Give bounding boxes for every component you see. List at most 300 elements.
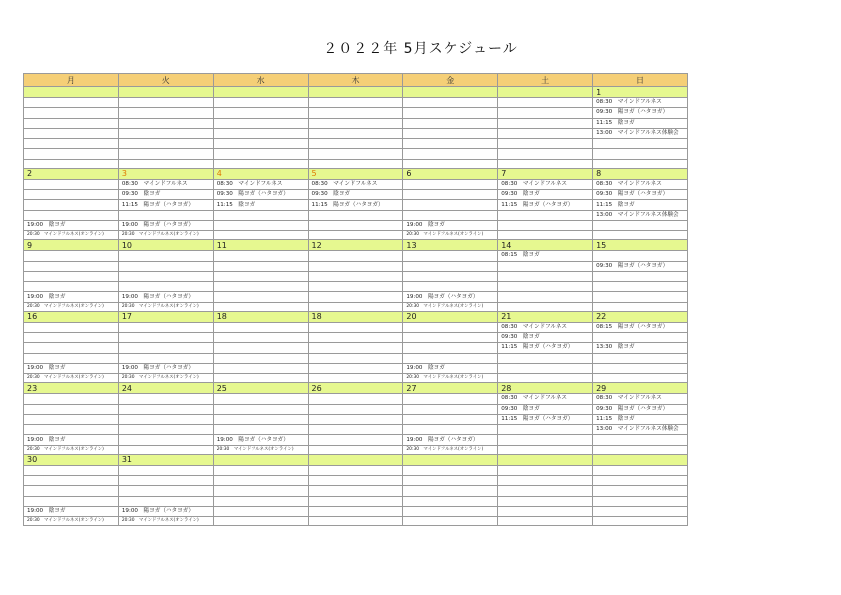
- event-row: [24, 506, 688, 516]
- event-cell: 19:00 陰ヨガ: [24, 435, 119, 445]
- date-cell: 2: [24, 168, 119, 179]
- date-cell: [118, 87, 213, 98]
- date-cell: 15: [593, 240, 688, 251]
- event-cell: [118, 476, 213, 486]
- event-cell: [403, 343, 498, 353]
- online-event-cell: [498, 302, 593, 311]
- event-cell: [24, 282, 119, 292]
- schedule-calendar: [23, 73, 688, 526]
- online-event-cell: [593, 231, 688, 240]
- event-cell: 19:00 陽ヨガ（ハタヨガ）: [118, 292, 213, 302]
- online-event-cell: [213, 517, 308, 526]
- event-cell: [498, 476, 593, 486]
- date-cell: 3: [118, 168, 213, 179]
- event-cell: [118, 414, 213, 424]
- date-cell: [403, 454, 498, 465]
- event-cell: [498, 128, 593, 138]
- event-cell: [308, 261, 403, 271]
- weekday-header-cell: 水: [213, 74, 308, 87]
- event-cell: [308, 210, 403, 220]
- event-row: [24, 139, 688, 149]
- event-cell: [213, 394, 308, 404]
- date-cell: 17: [118, 311, 213, 322]
- online-event-cell: 20:30 マインドフルネス(オンライン): [118, 231, 213, 240]
- event-cell: [118, 322, 213, 332]
- event-cell: 08:30 マインドフルネス: [308, 179, 403, 189]
- event-row: [24, 108, 688, 118]
- event-cell: [403, 425, 498, 435]
- online-event-cell: [118, 159, 213, 168]
- event-cell: [118, 404, 213, 414]
- event-row: [24, 476, 688, 486]
- online-event-cell: 20:30 マインドフルネス(オンライン): [403, 445, 498, 454]
- event-cell: [308, 353, 403, 363]
- event-cell: 08:30 マインドフルネス: [593, 179, 688, 189]
- event-cell: [498, 261, 593, 271]
- weekday-header-cell: 日: [593, 74, 688, 87]
- online-event-cell: 20:30 マインドフルネス(オンライン): [403, 231, 498, 240]
- date-cell: 18: [213, 311, 308, 322]
- event-cell: 08:30 マインドフルネス: [593, 98, 688, 108]
- event-cell: [118, 98, 213, 108]
- event-cell: [593, 476, 688, 486]
- event-cell: 09:30 陰ヨガ: [118, 190, 213, 200]
- event-cell: [403, 149, 498, 159]
- online-event-cell: 20:30 マインドフルネス(オンライン): [403, 302, 498, 311]
- event-row: [24, 486, 688, 496]
- online-event-cell: [498, 517, 593, 526]
- event-row: [24, 425, 688, 435]
- online-event-cell: [308, 445, 403, 454]
- event-row: [24, 333, 688, 343]
- event-cell: [498, 506, 593, 516]
- event-cell: [403, 179, 498, 189]
- event-cell: [24, 108, 119, 118]
- event-cell: [308, 506, 403, 516]
- event-cell: [308, 425, 403, 435]
- event-row: [24, 149, 688, 159]
- online-event-cell: [593, 302, 688, 311]
- event-cell: [24, 322, 119, 332]
- event-cell: [24, 139, 119, 149]
- event-cell: [213, 108, 308, 118]
- date-cell: [403, 87, 498, 98]
- event-cell: [24, 128, 119, 138]
- event-cell: 19:00 陰ヨガ: [24, 220, 119, 230]
- event-cell: [308, 149, 403, 159]
- event-cell: 19:00 陽ヨガ（ハタヨガ）: [403, 435, 498, 445]
- event-cell: [118, 333, 213, 343]
- online-event-cell: [403, 159, 498, 168]
- event-cell: [498, 353, 593, 363]
- event-cell: [308, 251, 403, 261]
- event-cell: [308, 496, 403, 506]
- event-cell: 19:00 陽ヨガ（ハタヨガ）: [403, 292, 498, 302]
- event-cell: [403, 394, 498, 404]
- date-cell: [213, 87, 308, 98]
- event-cell: [24, 353, 119, 363]
- event-cell: [308, 476, 403, 486]
- online-event-cell: 20:30 マインドフルネス(オンライン): [118, 374, 213, 383]
- online-event-cell: [308, 517, 403, 526]
- event-cell: [308, 128, 403, 138]
- online-event-cell: 20:30 マインドフルネス(オンライン): [403, 374, 498, 383]
- event-cell: [213, 128, 308, 138]
- event-cell: 13:00 マインドフルネス体験会: [593, 425, 688, 435]
- online-event-cell: [593, 159, 688, 168]
- event-cell: [498, 292, 593, 302]
- date-cell: 22: [593, 311, 688, 322]
- online-event-cell: [308, 159, 403, 168]
- date-row: [24, 168, 688, 179]
- date-cell: 24: [118, 383, 213, 394]
- event-cell: [403, 108, 498, 118]
- event-cell: [118, 435, 213, 445]
- event-cell: 11:15 陽ヨガ（ハタヨガ）: [308, 200, 403, 210]
- event-cell: [118, 353, 213, 363]
- event-cell: 09:30 陽ヨガ（ハタヨガ）: [593, 190, 688, 200]
- event-cell: [498, 496, 593, 506]
- event-cell: [593, 333, 688, 343]
- event-cell: [118, 465, 213, 475]
- event-cell: 11:15 陰ヨガ: [593, 118, 688, 128]
- event-cell: [308, 343, 403, 353]
- online-event-cell: 20:30 マインドフルネス(オンライン): [24, 445, 119, 454]
- date-cell: 10: [118, 240, 213, 251]
- event-cell: [24, 496, 119, 506]
- event-cell: 11:15 陰ヨガ: [213, 200, 308, 210]
- event-cell: [118, 282, 213, 292]
- event-cell: [403, 282, 498, 292]
- event-row: [24, 220, 688, 230]
- online-event-cell: [403, 517, 498, 526]
- event-cell: 09:30 陽ヨガ（ハタヨガ）: [593, 261, 688, 271]
- event-cell: [593, 139, 688, 149]
- event-cell: [213, 282, 308, 292]
- event-cell: [308, 98, 403, 108]
- weekday-header-cell: 土: [498, 74, 593, 87]
- online-event-cell: 20:30 マインドフルネス(オンライン): [118, 517, 213, 526]
- event-row: [24, 414, 688, 424]
- date-cell: [498, 454, 593, 465]
- event-cell: [498, 98, 593, 108]
- date-cell: 6: [403, 168, 498, 179]
- date-cell: 13: [403, 240, 498, 251]
- event-cell: [593, 271, 688, 281]
- online-event-row: [24, 517, 688, 526]
- online-event-cell: 20:30 マインドフルネス(オンライン): [118, 302, 213, 311]
- event-cell: [213, 425, 308, 435]
- event-cell: [403, 190, 498, 200]
- online-event-cell: [593, 517, 688, 526]
- event-cell: [118, 210, 213, 220]
- date-cell: [498, 87, 593, 98]
- event-cell: 08:30 マインドフルネス: [498, 394, 593, 404]
- event-cell: 09:30 陽ヨガ（ハタヨガ）: [593, 108, 688, 118]
- event-cell: 19:00 陰ヨガ: [24, 292, 119, 302]
- event-cell: [593, 292, 688, 302]
- event-cell: [24, 179, 119, 189]
- online-event-cell: 20:30 マインドフルネス(オンライン): [213, 445, 308, 454]
- date-cell: 9: [24, 240, 119, 251]
- online-event-cell: [498, 231, 593, 240]
- event-cell: [498, 465, 593, 475]
- event-row: [24, 282, 688, 292]
- event-cell: [403, 506, 498, 516]
- event-cell: 09:30 陰ヨガ: [308, 190, 403, 200]
- online-event-cell: [118, 445, 213, 454]
- event-cell: [593, 353, 688, 363]
- event-cell: [403, 414, 498, 424]
- event-cell: [213, 322, 308, 332]
- date-cell: 5: [308, 168, 403, 179]
- date-cell: 20: [403, 311, 498, 322]
- weekday-header-cell: 木: [308, 74, 403, 87]
- event-cell: [24, 210, 119, 220]
- event-cell: [24, 251, 119, 261]
- event-cell: [213, 333, 308, 343]
- event-cell: [308, 292, 403, 302]
- online-event-row: [24, 374, 688, 383]
- event-cell: 19:00 陰ヨガ: [24, 363, 119, 373]
- date-cell: 29: [593, 383, 688, 394]
- date-cell: [24, 87, 119, 98]
- online-event-cell: 20:30 マインドフルネス(オンライン): [24, 302, 119, 311]
- event-cell: [308, 486, 403, 496]
- date-row: [24, 240, 688, 251]
- event-cell: [118, 425, 213, 435]
- date-cell: 28: [498, 383, 593, 394]
- event-cell: [403, 128, 498, 138]
- event-cell: [498, 363, 593, 373]
- event-cell: [403, 261, 498, 271]
- weekday-header-row: [24, 74, 688, 87]
- date-row: [24, 454, 688, 465]
- event-row: [24, 179, 688, 189]
- event-cell: [213, 486, 308, 496]
- date-cell: 16: [24, 311, 119, 322]
- event-cell: [308, 363, 403, 373]
- event-cell: 09:30 陰ヨガ: [498, 190, 593, 200]
- event-cell: [213, 261, 308, 271]
- event-cell: [308, 404, 403, 414]
- event-cell: [213, 118, 308, 128]
- date-row: [24, 311, 688, 322]
- event-cell: [403, 404, 498, 414]
- event-cell: [308, 394, 403, 404]
- event-cell: [593, 465, 688, 475]
- online-event-cell: [308, 231, 403, 240]
- online-event-cell: [498, 374, 593, 383]
- event-cell: [498, 486, 593, 496]
- event-row: [24, 292, 688, 302]
- event-cell: [213, 353, 308, 363]
- event-cell: [213, 414, 308, 424]
- event-cell: [24, 200, 119, 210]
- event-cell: [213, 465, 308, 475]
- event-cell: 19:00 陽ヨガ（ハタヨガ）: [118, 363, 213, 373]
- event-cell: 19:00 陰ヨガ: [24, 506, 119, 516]
- online-event-row: [24, 231, 688, 240]
- event-cell: [24, 333, 119, 343]
- event-cell: [213, 220, 308, 230]
- event-cell: [118, 128, 213, 138]
- event-cell: [308, 333, 403, 343]
- event-row: [24, 98, 688, 108]
- event-cell: [118, 486, 213, 496]
- event-cell: [498, 108, 593, 118]
- date-cell: 26: [308, 383, 403, 394]
- online-event-cell: [213, 302, 308, 311]
- event-cell: [403, 322, 498, 332]
- event-cell: [24, 414, 119, 424]
- event-row: [24, 435, 688, 445]
- event-row: [24, 210, 688, 220]
- online-event-row: [24, 159, 688, 168]
- online-event-cell: [308, 302, 403, 311]
- event-cell: [213, 98, 308, 108]
- event-row: [24, 394, 688, 404]
- event-cell: [213, 210, 308, 220]
- event-cell: [24, 271, 119, 281]
- event-cell: [24, 476, 119, 486]
- event-cell: [24, 486, 119, 496]
- event-cell: [118, 496, 213, 506]
- event-cell: [403, 271, 498, 281]
- event-cell: [213, 139, 308, 149]
- event-cell: [24, 98, 119, 108]
- event-cell: [24, 261, 119, 271]
- event-cell: [403, 139, 498, 149]
- online-event-cell: 20:30 マインドフルネス(オンライン): [24, 374, 119, 383]
- online-event-cell: [213, 231, 308, 240]
- event-cell: 08:30 マインドフルネス: [213, 179, 308, 189]
- event-cell: 11:15 陽ヨガ（ハタヨガ）: [498, 343, 593, 353]
- event-cell: [308, 108, 403, 118]
- event-cell: [403, 333, 498, 343]
- event-cell: [213, 404, 308, 414]
- event-row: [24, 118, 688, 128]
- event-cell: [403, 465, 498, 475]
- event-row: [24, 496, 688, 506]
- event-cell: [24, 404, 119, 414]
- date-cell: 14: [498, 240, 593, 251]
- event-cell: [498, 435, 593, 445]
- event-cell: 08:30 マインドフルネス: [118, 179, 213, 189]
- date-cell: 12: [308, 240, 403, 251]
- event-cell: 09:30 陰ヨガ: [498, 333, 593, 343]
- event-cell: 11:15 陽ヨガ（ハタヨガ）: [498, 200, 593, 210]
- online-event-cell: [498, 445, 593, 454]
- event-cell: [593, 149, 688, 159]
- event-cell: [403, 118, 498, 128]
- date-cell: 25: [213, 383, 308, 394]
- date-cell: 1: [593, 87, 688, 98]
- event-cell: [213, 476, 308, 486]
- online-event-cell: [213, 159, 308, 168]
- event-row: [24, 271, 688, 281]
- event-cell: [24, 394, 119, 404]
- event-cell: 19:00 陰ヨガ: [403, 363, 498, 373]
- event-cell: 19:00 陰ヨガ: [403, 220, 498, 230]
- event-cell: 11:15 陰ヨガ: [593, 414, 688, 424]
- date-cell: 11: [213, 240, 308, 251]
- online-event-cell: [593, 374, 688, 383]
- event-cell: [308, 139, 403, 149]
- online-event-cell: 20:30 マインドフルネス(オンライン): [24, 231, 119, 240]
- event-cell: [213, 363, 308, 373]
- online-event-cell: [498, 159, 593, 168]
- event-row: [24, 363, 688, 373]
- event-cell: [213, 149, 308, 159]
- event-row: [24, 404, 688, 414]
- event-cell: [118, 139, 213, 149]
- date-cell: 8: [593, 168, 688, 179]
- event-cell: [308, 322, 403, 332]
- event-cell: [593, 435, 688, 445]
- date-row: [24, 87, 688, 98]
- event-cell: [498, 139, 593, 149]
- event-cell: [593, 363, 688, 373]
- event-row: [24, 200, 688, 210]
- weekday-header-cell: 月: [24, 74, 119, 87]
- event-cell: [308, 220, 403, 230]
- date-cell: 21: [498, 311, 593, 322]
- event-row: [24, 465, 688, 475]
- event-cell: 13:00 マインドフルネス体験会: [593, 128, 688, 138]
- event-cell: 08:30 マインドフルネス: [498, 179, 593, 189]
- online-event-cell: [308, 374, 403, 383]
- event-cell: 09:30 陽ヨガ（ハタヨガ）: [593, 404, 688, 414]
- event-cell: [118, 108, 213, 118]
- event-cell: [24, 343, 119, 353]
- event-cell: 11:15 陰ヨガ: [593, 200, 688, 210]
- online-event-cell: [24, 159, 119, 168]
- online-event-cell: [593, 445, 688, 454]
- event-cell: [24, 425, 119, 435]
- event-cell: [118, 271, 213, 281]
- date-cell: 27: [403, 383, 498, 394]
- event-cell: [24, 118, 119, 128]
- event-cell: [593, 282, 688, 292]
- event-cell: 19:00 陽ヨガ（ハタヨガ）: [213, 435, 308, 445]
- date-cell: [308, 454, 403, 465]
- event-cell: 09:30 陰ヨガ: [498, 404, 593, 414]
- event-cell: [213, 343, 308, 353]
- event-cell: [498, 425, 593, 435]
- event-cell: [593, 506, 688, 516]
- event-row: [24, 190, 688, 200]
- page-title: ２０２２年 5月スケジュール: [323, 41, 518, 57]
- date-cell: 4: [213, 168, 308, 179]
- event-cell: [403, 210, 498, 220]
- event-cell: 08:30 マインドフルネス: [498, 322, 593, 332]
- date-cell: 30: [24, 454, 119, 465]
- event-cell: [308, 118, 403, 128]
- date-row: [24, 383, 688, 394]
- event-cell: [498, 220, 593, 230]
- date-cell: [213, 454, 308, 465]
- event-row: [24, 261, 688, 271]
- event-cell: 11:15 陽ヨガ（ハタヨガ）: [498, 414, 593, 424]
- event-cell: [213, 496, 308, 506]
- date-cell: 18: [308, 311, 403, 322]
- event-cell: [308, 271, 403, 281]
- online-event-row: [24, 445, 688, 454]
- event-cell: 08:15 陽ヨガ（ハタヨガ）: [593, 322, 688, 332]
- event-cell: [403, 200, 498, 210]
- event-cell: [308, 435, 403, 445]
